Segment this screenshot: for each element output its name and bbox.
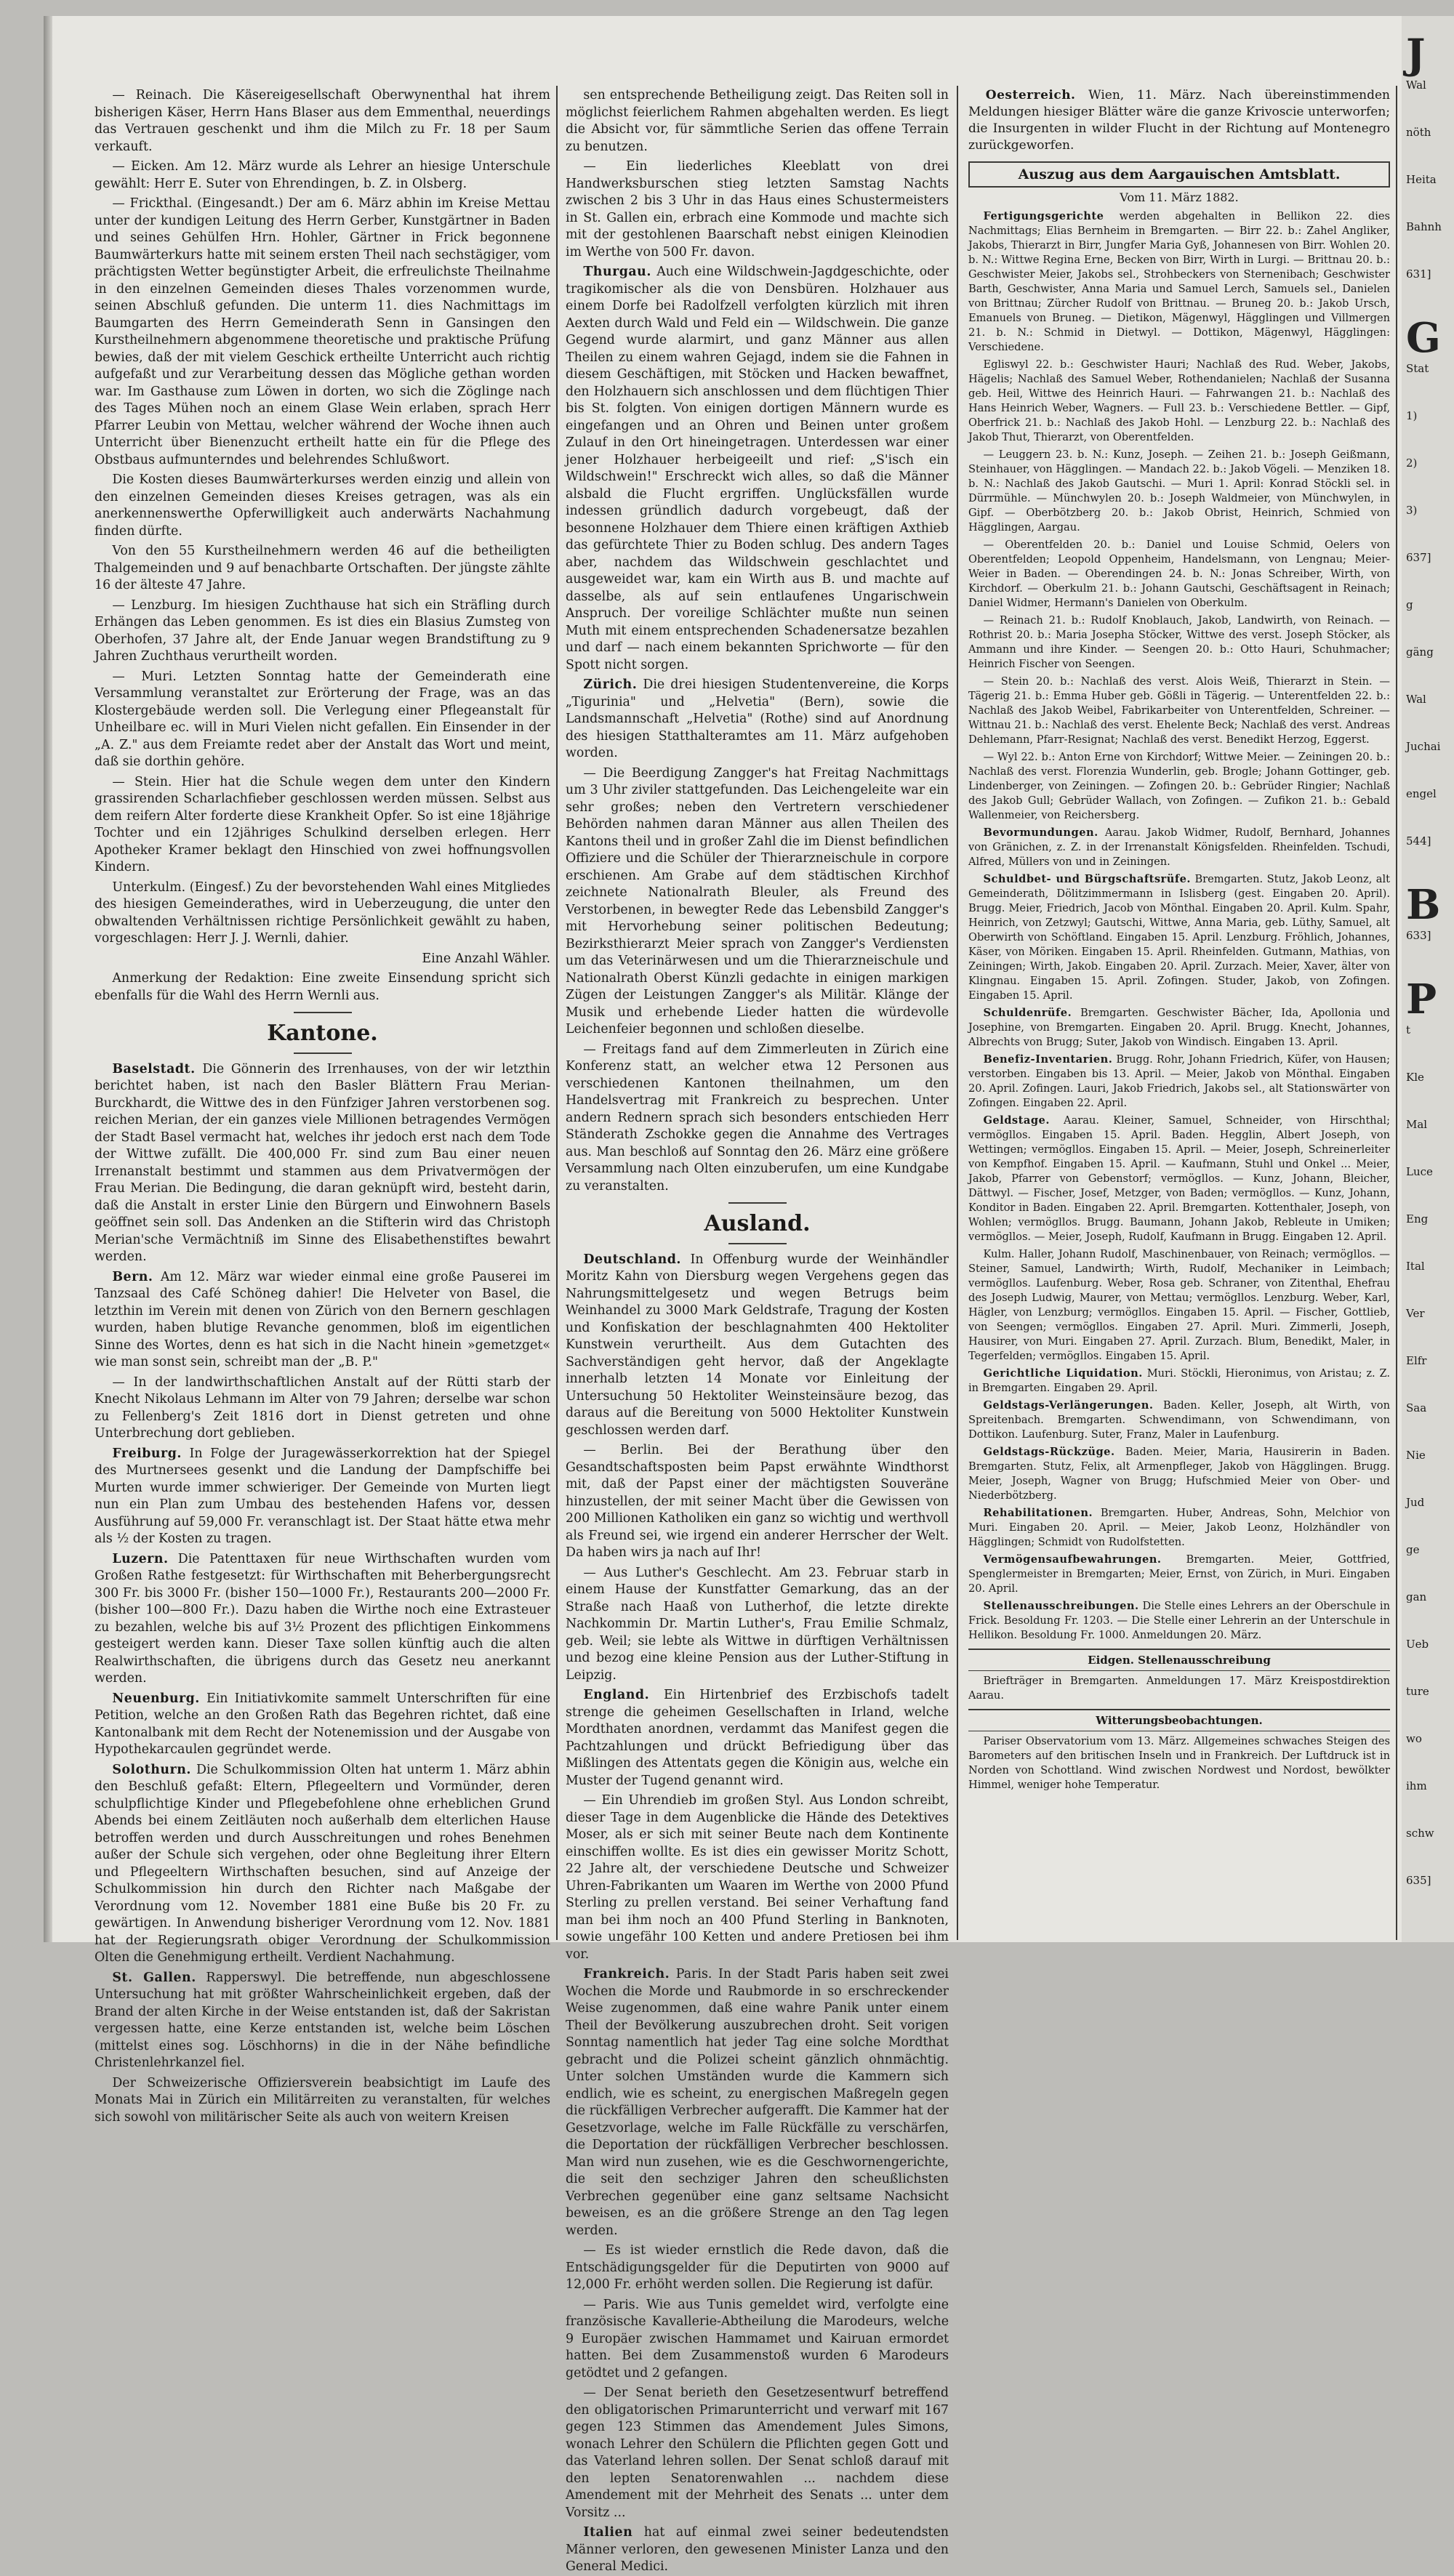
adjacent-page-fragment: gäng [1406,645,1434,659]
ausland-article [566,2524,949,2576]
page-binding-shadow [44,16,52,1942]
column-1 [95,87,551,2125]
amtsblatt-entry [968,826,1390,869]
kanton-text: Auch eine Wildschwein-Jagdgeschichte, oder tragikomischer als die von Densbüren. Holzhauer aus einem Dorfe bei Radolfzell verfolgten kürzlich mit ihren Aexten durch Wald und Feld ein — Wildschwein. Die ganze Gegend wurde alarmirt, und ganz Männer aus allen Theilen zu einem wahren Gejagd, indem sie die Fahnen in diesem Geschäftigen, mit Stöcken und Hacken bewaffnet, den Holzhauern sich anschlossen und dem flüchtigen Thier bis St. folgten. Von einigen dortigen Männern wurde es eingefangen und an Ohren und Beinen unter großem Zulauf in den Ort hineingetragen. Unterdessen war einer jener Holzhauer herbeigeeilt und rief: „S'isch ein Wildschwein!" Erschreckt wich alles, so daß die Männer alsbald die Flucht ergriffen. Unglücksfällen wurde indessen gründlich dadurch vorgebeugt, daß der besonnene Holzhauer dem Thiere einen kräftigen Axthieb das gefürchtete Thier zu Boden schlug. Des andern Tages aber, nachdem das Wildschwein geschlachtet und ausgeweidet war, kam ein Wirth aus B. und machte auf dasselbe, als auf sein entlaufenes Ungarischwein Anspruch. Der voreilige Schlächter mußte nun seinen Muth mit einem entsprechenden Schadenersatze bezahlen und darf — nach einem bekannten Sprichworte — für den Spott nicht sorgen. [566,265,949,672]
country-text: Ein Hirtenbrief des Erzbischofs tadelt strenge die geheimen Gesellschaften in Irland, welche Mordthaten anordnen, verdammt das Manifest gegen die Pachtzahlungen und drückt Befriedigung über das Mißlingen des Attentats gegen die Königin aus, welche ein Muster der Tugend genannt wird. [566,1688,949,1788]
adjacent-page-fragment: Ital [1406,1260,1425,1273]
kanton-article [95,1691,550,1759]
amtsblatt-entry-text: — Wyl 22. b.: Anton Erne von Kirchdorf; Wittwe Meier. — Zeiningen 20. b.: Nachlaß des verst. Florenzia Wunderlin, geb. Brogle; Johann Gottinger, geb. Lindenberger, von Zeiningen. — Zofingen 20. b.: Gebrüder Ringier; Nachlaß des Jakob Gull; Gebrüder Wallach, von Zofingen. — Zufikon 21. b.: Gebald Wallenmeier, von Reichersberg. [968,751,1390,821]
ausland-article [566,1687,949,1790]
adjacent-page-fragment: g [1406,598,1413,611]
eidgen-stellen-head: Eidgen. Stellenausschreibung [968,1649,1390,1671]
adjacent-page-fragment: G [1406,314,1441,362]
amtsblatt-entry [968,1599,1390,1643]
country-text: Wien, 11. März. Nach übereinstimmenden Meldungen hiesiger Blätter wäre die ganze Krivoscie unterworfen; die Insurgenten in wilder Flucht in der Richtung auf Montenegro zurückgeworfen. [968,88,1390,153]
kanton-text: — In der landwirthschaftlichen Anstalt auf der Rütti starb der Knecht Nikolaus Lehmann im Alter von 79 Jahren; derselbe war schon zu Fellenberg's Zeit 1816 dort in Dienst getreten und ohne Unterbrechung dort geblieben. [95,1374,550,1441]
country-text: — Aus Luther's Geschlecht. Am 23. Februar starb in einem Hause der Kunstfatter Gemarkung, das an der Straße nach Haaß von Lutherhof, die letzte direkte Nachkommin Dr. Martin Luther's, Frau Emilie Schmalz, geb. Weil; sie lebte als Wittwe in dürftigen Verhältnissen und bezog eine kleine Pension aus der Luther-Stiftung in Leipzig. [566,1565,949,1683]
kanton-head: Neuenburg. [112,1691,200,1706]
article-frickthal: — Frickthal. (Eingesandt.) Der am 6. März abhin im Kreise Mettau unter der kundigen Leitung des Herrn Gerber, Kunstgärtner in Baden und seines Gehülfen Hrn. Hohler, Gärtner in Frick begonnene Baumwärterkurs hatte mit seinem ersten Theil nach sechstägiger, vom prächtigsten Wetter begünstigter Arbeit, die erfreulichste Theilnahme in den einzelnen Gemeinden dieses Thales vorzenommen wurde, seinen Abschluß gefunden. Die unterm 11. dies Nachmittags im Baumgarten des Herrn Gemeinderath Senn in Gansingen den Kurstheilnehmern abgenommene theoretische und praktische Prüfung bewies, daß der mit vielem Geschick ertheilte Unterricht auch richtig aufgefaßt und zur Verarbeitung dessen das Mögliche gethan worden war. Im Gasthause zum Löwen in dorten, wo sich die Zöglinge nach des Tages Mühen noch an einem Glase Wein erlaben, sprach Herr Pfarrer Leubin von Mettau, welcher während der Woche ihnen auch Unterricht über Bienenzucht ertheilt hatte ein für die Pflege des Obstbaus aufmunterndes und belehrendes Schlußwort. [95,196,550,467]
adjacent-page-fragment: ge [1406,1543,1420,1556]
country-text: hat auf einmal zwei seiner bedeutendsten Männer verloren, den gewesenen Minister Lanza und den General Medici. [566,2525,949,2574]
adjacent-page-fragment: Ueb [1406,1638,1429,1651]
ausland-article [566,2297,949,2383]
adjacent-page-fragment: 631] [1406,267,1431,281]
adjacent-page-fragment: 2) [1406,456,1418,470]
amtsblatt-entry [968,750,1390,823]
amtsblatt-entry-text: Bremgarten. Huber, Andreas, Sohn, Melchior von Muri. Eingaben 20. April. — Meier, Jakob Leonz, Holzhändler von Hägglingen; Schmidt von Rudolfstetten. [968,1507,1390,1548]
article-oesterreich [968,87,1390,154]
amtsblatt-entry-head: Rehabilitationen. [983,1507,1093,1519]
kanton-head: Freiburg. [112,1446,182,1461]
amtsblatt-entry-head: Gerichtliche Liquidation. [983,1367,1143,1380]
amtsblatt-entry [968,209,1390,355]
adjacent-page-fragment: Bahnh [1406,220,1442,233]
editor-note: Anmerkung der Redaktion: Eine zweite Einsendung spricht sich ebenfalls für die Wahl des Herrn Wernli aus. [95,971,550,1003]
eidgen-stellen-text: Briefträger in Bremgarten. Anmeldungen 17. März Kreispostdirektion Aarau. [968,1675,1390,1702]
amtsblatt-entry [968,1367,1390,1396]
amtsblatt-date: Vom 11. März 1882. [1120,190,1239,204]
adjacent-page-fragment: ihm [1406,1779,1427,1792]
country-text: — Paris. Wie aus Tunis gemeldet wird, verfolgte eine französische Kavallerie-Abtheilung die Marodeurs, welche 9 Europäer zwischen Hammamet und Kairuan ermordet hatten. Bei dem Zusammenstoß wurden 6 Marodeurs getödtet und 2 gefangen. [566,2297,949,2380]
article-stgallen-theft: — Ein liederliches Kleeblatt von drei Handwerksburschen stieg letzten Samstag Nachts zwischen 2 bis 3 Uhr in das Haus eines Schustermeisters in St. Gallen ein, erbrach eine Kommode und machte sich mit der gestohlenen Baarschaft nebst einigen Kleinodien im Werthe von 500 Fr. davon. [566,159,949,259]
adjacent-page-fragment: t [1406,1023,1411,1037]
adjacent-page-fragment: B [1406,881,1441,929]
kanton-head: Thurgau. [583,265,651,279]
article-muri: — Muri. Letzten Sonntag hatte der Gemeinderath eine Versammlung veranstaltet zur Erörterung der Frage, was an das Klostergebäude werden soll. Die Verlegung einer Pflegeanstalt für Unheilbare ec. will in Muri Vielen nicht gefallen. Ein Einsender in der „A. Z." aus dem Freiamte redet aber der Anstalt das Wort und meint, daß sie dorthin gehöre. [95,669,550,769]
amtsblatt-entry-text: — Oberentfelden 20. b.: Daniel und Louise Schmid, Oelers von Oberentfelden; Leopold Oppenheim, Handelsmann, von Lengnau; Meier-Weier in Baden. — Oberendingen 24. b. N.: Jonas Schreiber, Wirth, von Kirchdorf. — Oberkulm 21. b.: Johann Gautschi, Geschäftsagent in Reinach; Daniel Widmer, Hermann's Danielen von Oberkulm. [968,539,1390,609]
column-3 [968,87,1390,1943]
kanton-text: Der Schweizerische Offiziersverein beabsichtigt im Laufe des Monats Mai in Zürich ein Militärreiten zu veranstalten, für welches sich sowohl von militärischer Seite als auch von weitern Kreisen [95,2075,550,2125]
kanton-article [95,1374,550,1443]
kanton-article [95,2075,550,2127]
adjacent-page-fragment: Wal [1406,693,1426,706]
country-text: — Es ist wieder ernstlich die Rede davon, daß die Entschädigungsgelder für die Deputirten von 9000 auf 12,000 Fr. erhöht werden sollen. Die Regierung ist dafür. [566,2243,949,2292]
adjacent-page-fragment: J [1406,31,1426,79]
amtsblatt-entry-text: Aarau. Jakob Widmer, Rudolf, Bernhard, Johannes von Gränichen, z. Z. in der Irrenanstalt Königsfelden. Rheinfelden. Tschudi, Alfred, Müllers von und in Zeiningen. [968,826,1391,868]
kanton-article [95,1970,550,2072]
weather-head: Witterungsbeobachtungen. [968,1709,1390,1731]
adjacent-page-fragment: P [1406,975,1437,1023]
kanton-text: Die Patenttaxen für neue Wirthschaften wurden vom Großen Rathe festgesetzt: für Wirthschaften mit Beherbergungsrecht 300 Fr. bis 3000 Fr. (bisher 150—1000 Fr.), Restaurants 200—2000 Fr. (bisher 100—800 Fr.). Dazu haben die Wirthe noch eine Extrasteuer zu bezahlen, welche bis auf 3½ Prozent des pflichtigen Einkommens gesteigert werden kann. Dieser Taxe sollen künftig auch die alten Realwirthschaften, die übrigens durch das Gesetz neu anerkannt werden. [95,1551,550,1686]
ausland-article [566,1792,949,1963]
amtsblatt-entry-text: Baden. Keller, Joseph, alt Wirth, von Spreitenbach. Bremgarten. Schwendimann, von Schwendimann, von Dottikon. Laufenburg. Suter, Franz, Maler in Laufenburg. [968,1399,1390,1441]
section-divider [294,1012,352,1013]
column-rule-1 [556,86,558,1940]
adjacent-page-fragment: Eng [1406,1212,1429,1225]
amtsblatt-entry [968,1006,1390,1050]
amtsblatt-entry-text: — Stein 20. b.: Nachlaß des verst. Alois Weiß, Thierarzt in Stein. — Tägerig 21. b.: Emma Huber geb. Gößli in Tägerig. — Unterentfelden 22. b.: Nachlaß des Jakob Weibel, Fabrikarbeiter von Unterentfelden, Schreiner. — Wittnau 21. b.: Nachlaß des verst. Ehelente Beck; Nachlaß des verst. Andreas Dehlemann, Pfarr-Resignat; Nachlaß des verst. Benedikt Herzog, Eggerst. [968,675,1390,746]
adjacent-page-fragment: Luce [1406,1165,1433,1178]
article-zangger-funeral: — Die Beerdigung Zangger's hat Freitag Nachmittags um 3 Uhr ziviler stattgefunden. Das Leichengeleite war ein sehr großes; neben den Vertretern verschiedener Behörden nahmen daran Männer aus allen Theilen des Kantons theil und in großer Zahl die im Dienst befindlichen Offiziere und die Schüler der Thierarzneischule in corpore erschienen. Am Grabe auf dem städtischen Kirchhof zeichnete Nationalrath Bleuler, als Freund des Verstorbenen, in bewegter Rede das Lebensbild Zangger's mit Hervorhebung seiner politischen Bedeutung; Bezirksthierarzt Meier sprach von Zangger's Verdiensten um das Veterinärwesen und um die Thierarzneischule und Nationalrath Oberst Künzli gedachte in einigen markigen Zügen der Leistungen Zangger's als Militär. Klänge der Musik und erhebende Lieder hatten die würdevolle Leichenfeier begonnen und schloßen dieselbe. [566,765,949,1037]
amtsblatt-entry-text: Die Stelle eines Lehrers an der Oberschule in Frick. Besoldung Fr. 1203. — Die Stelle einer Lehrerin an der Unterschule in Hellikon. Besoldung Fr. 1000. Anmeldungen 20. März. [968,1600,1390,1641]
amtsblatt-entry [968,675,1390,747]
amtsblatt-title: Auszug aus dem Aargauischen Amtsblatt. [968,161,1390,188]
kanton-article [95,1269,550,1372]
kanton-text: Die drei hiesigen Studentenvereine, die Korps „Tigurinia" und „Helvetia" (Bern), sowie die Landsmannschaft „Helvetia" (Rothe) sind auf Anordnung des hiesigen Statthalteramtes am 11. März aufgehoben worden. [566,677,949,760]
amtsblatt-entry-head: Stellenausschreibungen. [983,1600,1139,1612]
kanton-article [95,1061,550,1266]
adjacent-page-fragment: Stat [1406,362,1429,375]
article-continuation: sen entsprechende Betheiligung zeigt. Das Reiten soll in möglichst feierlichem Rahmen abgehalten werden. Es liegt die Absicht vor, für sämmtliche Serien das offene Terrain zu benutzen. [566,88,949,154]
kanton-text: Am 12. März war wieder einmal eine große Pauserei im Tanzsaal des Café Schöneg dahier! Die Helveter von Basel, die letzthin im Verein mit denen von Zürich von den Bernern geschlagen wurden, haben blutige Revanche genommen, bloß im eigentlichen Sinne des Wortes, denn es hat sich in die Nacht hinein »gemetzget« wie man sonst sein, schreibt man der „B. P." [95,1269,550,1369]
adjacent-page-fragment: Juchai [1406,740,1441,753]
kanton-head: Bern. [112,1269,153,1284]
amtsblatt-entry-text: Muri. Stöckli, Hieronimus, von Aristau; z. Z. in Bremgarten. Eingaben 29. April. [968,1367,1391,1394]
adjacent-page-fragment: Heita [1406,173,1437,186]
adjacent-page-fragment: wo [1406,1732,1422,1745]
amtsblatt-entry [968,872,1390,1003]
kanton-text: Die Gönnerin des Irrenhauses, von der wir letzthin berichtet haben, ist nach den Basler Blättern Frau Merian-Burckhardt, die Wittwe des in den Fünfziger Jahren verstorbenen sog. reichen Merian, der ein ganzes viele Millionen betragendes Vermögen der Stadt Basel vermacht hat, welches ihr jedoch erst nach dem Tode der Wittwe zufällt. Die 400,000 Fr. sind zum Bau einer neuen Irrenanstalt bestimmt und stammen aus dem Privatvermögen der Frau Merian. Die Bedingung, die daran geknüpft wird, besteht darin, daß die Anstalt in erster Linie den Bürgern und Einwohnern Basels geöffnet sein soll. Das Andenken an die Stifterin wird das Christoph Merian'sche Vermächtniß im Sinne des Elisabethenstiftes bewahrt werden. [95,1061,550,1264]
adjacent-page-fragment: Mal [1406,1118,1428,1131]
adjacent-page-fragment: Kle [1406,1071,1424,1084]
country-text: — Der Senat berieth den Gesetzesentwurf betreffend den obligatorischen Primarunterricht und verwarf mit 167 gegen 123 Stimmen das Amendement Jules Simons, wonach Lehrer den Schülern die Pflichten gegen Gott und das Vaterland lehren sollen. Der Senat schloß darauf mit den lepten Senatorenwahlen ... nachdem diese Amendement mit der Mehrheit des Senats ... unter dem Vorsitz ... [566,2386,949,2520]
section-divider [728,1243,787,1244]
adjacent-page-fragment: 1) [1406,409,1418,422]
country-text: — Ein Uhrendieb im großen Styl. Aus London schreibt, dieser Tage in dem Augenblicke die Hände des Detektives Moser, als er sich mit seiner Beute nach dem Kontinente einschiffen wollte. Es ist dies ein gewisser Moritz Schott, 22 Jahre alt, der verschiedene Deutsche und Schweizer Uhren-Fabrikanten um Waaren im Werthe von 2000 Pfund Sterling zu prellen verstand. Bei seiner Verhaftung fand man bei ihm noch an 400 Pfund Sterling in Banknoten, sowie ungefähr 100 Ketten und andere Pretiosen bei ihm vor. [566,1793,949,1962]
amtsblatt-entry [968,1052,1390,1111]
kanton-head: St. Gallen. [112,1970,196,1985]
ausland-article [566,1252,949,1440]
kanton-head: Baselstadt. [112,1061,196,1076]
weather-text: Pariser Observatorium vom 13. März. Allgemeines schwaches Steigen des Barometers auf den britischen Inseln und in Frankreich. Der Luftdruck ist in Norden von Schottland. Wind zwischen Nordwest und Nordost, bewölkter Himmel, weniger hohe Temperatur. [968,1735,1390,1791]
column-2 [566,87,949,2574]
kanton-text: Die Schulkommission Olten hat unterm 1. März abhin den Beschluß gefaßt: Eltern, Pflegeeltern und Vormünder, deren schulpflichtige Kinder und Pflegebefohlene ohne erheblichen Grund Abends bei einem Zeitläuten noch außerhalb dem elterlichen Hause betroffen werden und durch Ausschreitungen und rohes Benehmen außer der Schule sich vergehen, oder ohne Begleitung ihrer Eltern und Pflegeeltern Wirthschaften besuchen, sind auf Anzeige der Schulkommission hin durch den Richter nach Maßgabe der Verordnung vom 12. November 1881 eine Buße bis 20 Fr. zu gewärtigen. In Anwendung bisheriger Verordnung vom 12. Nov. 1881 hat der Regierungsrath obiger Verordnung der Schulkommission Olten die Genehmigung ertheilt. Verdient Nachahmung. [95,1762,550,1965]
amtsblatt-entry-text: — Reinach 21. b.: Rudolf Knoblauch, Jakob, Landwirth, von Reinach. — Rothrist 20. b.: Maria Josepha Stöcker, Wittwe des verst. Joseph Stöcker, als Ammann und ihre Kinder. — Seengen 20. b.: Otto Hauri, Schuhmacher; Heinrich Fischer von Seengen. [968,614,1390,670]
article-thurgau [566,264,949,674]
adjacent-page-fragment: schw [1406,1827,1434,1840]
amtsblatt-entries [968,209,1390,1643]
article-lenzburg: — Lenzburg. Im hiesigen Zuchthause hat sich ein Sträfling durch Erhängen das Leben genommen. Es ist dies ein Blasius Zumsteg von Oberhofen, 37 Jahre alt, der Ende Januar wegen Brandstiftung zu 9 Jahren Zuchthaus verurtheilt worden. [95,597,550,664]
amtsblatt-entry-head: Schuldbet- und Bürgschaftsrüfe. [983,873,1191,885]
adjacent-page-fragment: engel [1406,787,1437,800]
amtsblatt-entry-text: Bremgarten. Stutz, Jakob Leonz, alt Gemeinderath, Dölitzimmermann in Islisberg (gest. Eingaben 20. April). Brugg. Meier, Friedrich, Jacob von Mönthal. Eingaben 20. April. Kulm. Spahr, Heinrich, von Zetzwyl; Gautschi, Wittwe, Anna Maria, geb. Lüthy, Samuel, alt Oberwirth von Schöftland. Eingaben 15. April. Lenzburg. Fröhlich, Johannes, Käser, von Möriken. Eingaben 15. April. Rheinfelden. Gutmann, Mathias, von Zeiningen; Wirth, Jakob. Eingaben 20. April. Zurzach. Meier, Xaver, älter von Klingnau. Eingaben 15. April. Zofingen. Studer, Jakob, von Zofingen. Eingaben 15. April. [968,873,1391,1002]
adjacent-page-fragment: 544] [1406,834,1431,848]
adjacent-page-fragment: 3) [1406,504,1418,517]
article-unterkulm: Unterkulm. (Eingesf.) Zu der bevorstehenden Wahl eines Mitgliedes des hiesigen Gemeinderathes, wird in Ueberzeugung, die unter den obwaltenden Verhältnissen richtige Persönlichkeit gewählt zu haben, vorgeschlagen: Herr J. J. Wernli, dahier. [95,880,550,946]
section-divider [728,1202,787,1204]
adjacent-page-fragment: ture [1406,1685,1429,1698]
amtsblatt-entry-head: Schuldenrüfe. [983,1007,1072,1019]
ausland-article [566,1966,949,2239]
country-head: Italien [583,2525,633,2540]
amtsblatt-entry-text: Aarau. Kleiner, Samuel, Schneider, von Hirschthal; vermögllos. Eingaben 15. April. Baden. Hegglin, Albert Joseph, von Wettingen; vermögllos. Eingaben 15. April. — Meier, Joseph, Schreinerleiter von Kempfhof. Eingaben 15. April. — Kaufmann, Stuhl und Onkel ... Meier, Jakob, Pfarrer von Gebenstorf; vermögllos. — Kunz, Johann, Bleicher, Dättwyl. — Fischer, Josef, Metzger, von Baden; vermögllos. — Kunz, Johann, Konditor in Baden. Eingaben 22. April. Bremgarten. Kottenthaler, Joseph, von Wohlen; vermögllos. Brugg. Baumann, Johann Jakob, Rebleute in Umiken; vermögllos. — Meier, Joseph, Rudolf, Kaufmann in Brugg. Eingaben 12. April. [968,1114,1390,1243]
amtsblatt-entry-text: Egliswyl 22. b.: Geschwister Hauri; Nachlaß des Rud. Weber, Jakobs, Hägelis; Nachlaß des Samuel Weber, Rothendanielen; Nachlaß der Susanna geb. Heil, Wittwe des Heinrich Hauri. — Fahrwangen 21. b.: Nachlaß des Hans Heinrich Weber, Wagners. — Full 23. b.: Verschiedene Bettler. — Gipf, Oberfrick 21. b.: Nachlaß des Jakob Hohl. — Lenzburg 22. b.: Nachlaß des Jakob Thut, Thierarzt, von Oberentfelden. [968,358,1390,443]
ausland-article [566,1565,949,1685]
amtsblatt-entry [968,1553,1390,1596]
kanton-article [95,1446,550,1548]
adjacent-page-fragment: gan [1406,1590,1427,1603]
article-frickthal-participants: Von den 55 Kurstheilnehmern werden 46 auf die betheiligten Thalgemeinden und 9 auf benachbarte Ortschaften. Der jüngste zählte 16 der älteste 47 Jahre. [95,544,550,592]
kanton-head: Solothurn. [112,1762,191,1777]
article-stein: — Stein. Hier hat die Schule wegen dem unter den Kindern grassirenden Scharlachfieber geschlossen werden müssen. Selbst aus dem reifern Alter forderte diese Krankheit Opfer. So ist eine 18jährige Tochter und ein 12jähriges Schulkind derselben erlegen. Herr Apotheker Kramer beklagt den Hinschied von zwei hoffnungsvollen Kindern. [95,774,550,874]
amtsblatt-entry-head: Geldstage. [983,1114,1050,1127]
country-text: — Berlin. Bei der Berathung über den Gesandtschaftsposten beim Papst erwähnte Windthorst mit, daß der Papst einer der mächtigsten Souveräne hinzustellen, der mit seiner Macht über die Gewissen von 200 Millionen Katholiken ein ganz so wichtig und werthvoll als Freund sei, wie irgend ein anderer Herrscher der Welt. Da haben wirs ja nach auf Ihr! [566,1443,949,1560]
article-conference: — Freitags fand auf dem Zimmerleuten in Zürich eine Konferenz statt, an welcher etwa 12 Personen aus verschiedenen Kantonen theilnahmen, um den Handelsvertrag mit Frankreich zu besprechen. Unter andern Rednern sprach sich besonders entschieden Herr Ständerath Zschokke gegen die Annahme des Vertrages aus. Man beschloß auf Sonntag den 26. März eine größere Versammlung nach Olten einzuberufen, um eine Kundgabe zu veranstalten. [566,1042,949,1194]
amtsblatt-entry [968,1247,1390,1364]
section-title-ausland: Ausland. [704,1211,811,1236]
amtsblatt-entry [968,1445,1390,1503]
amtsblatt-entry-head: Benefiz-Inventarien. [983,1053,1113,1066]
section-divider [294,1052,352,1054]
section-title-kantone: Kantone. [267,1021,378,1046]
amtsblatt-entry-head: Fertigungsgerichte [983,210,1104,222]
amtsblatt-entry [968,1114,1390,1244]
amtsblatt-entry-text: Bremgarten. Geschwister Bächer, Ida, Apollonia und Josephine, von Bremgarten. Eingaben 20. April. Brugg. Knecht, Johannes, Albrechts von Brugg; Suter, Jakob von Windisch. Eingaben 13. April. [968,1007,1391,1048]
adjacent-page-fragment: 633] [1406,929,1431,942]
country-text: In Offenburg wurde der Weinhändler Moritz Kahn von Diersburg wegen Vergehens gegen das Nahrungsmittelgesetz und wegen Betrugs beim Weinhandel zu 3000 Mark Geldstrafe, Tragung der Kosten und Konfiskation der beschlagnahmten 400 Hektoliter Kunstwein verurtheilt. Aus dem Gutachten des Sachverständigen geht hervor, daß der Angeklagte innerhalb letzten 14 Monate vor Einleitung der Untersuchung 50 Hektoliter Weinsteinsäure bezog, das daraus auf die Bereitung von 5000 Hektoliter Kunstwein geschlossen werden darf. [566,1252,949,1438]
kanton-text: In Folge der Juragewässerkorrektion hat der Spiegel des Murtnersees gesenkt und die Landung der Dampfschiffe bei Murten wurde immer schwieriger. Der Gemeinde von Murten liegt nun ein Plan zum Umbau des bestehenden Hafens vor, dessen Ausführung auf 59,000 Fr. veranschlagt ist. Der Staat hätte etwa mehr als ½ der Kosten zu tragen. [95,1446,551,1546]
amtsblatt-entry-head: Vermögensaufbewahrungen. [983,1553,1162,1566]
adjacent-page-fragment: Elfr [1406,1354,1427,1367]
kanton-text: Ein Initiativkomite sammelt Unterschriften für eine Petition, welche an den Großen Rath das Begehren richtet, daß eine Kantonalbank mit dem Recht der Notenemission und der Ausgabe von Hypothekarcaulen gegründet werde. [95,1691,550,1757]
ausland-article [566,2385,949,2521]
article-reinach: — Reinach. Die Käsereigesellschaft Oberwynenthal hat ihrem bisherigen Käser, Herrn Hans Blaser aus dem Emmenthal, neuerdings das Vertrauen geschenkt und ihm die Milch zu Fr. 18 per Saum verkauft. [95,88,550,154]
kanton-head: Zürich. [583,677,638,692]
adjacent-page-fragment: nöth [1406,126,1431,139]
amtsblatt-entry [968,448,1390,535]
adjacent-page-fragment: Ver [1406,1307,1425,1320]
amtsblatt-entry-text: — Leuggern 23. b. N.: Kunz, Joseph. — Zeihen 21. b.: Joseph Geißmann, Steinhauer, von Hägglingen. — Mandach 22. b.: Jakob Vögeli. — Menziken 18. b. N.: Nachlaß des Jakob Gautschi. — Muri 1. April: Konrad Stöckli sel. in Dürrmühle. — Münchwylen 20. b.: Joseph Waldmeier, von Münchwylen, in Gipf. — Oberbötzberg 20. b.: Jakob Obrist, Heinrich, Schmied von Hägglingen, Aargau. [968,448,1390,534]
amtsblatt-entry-text: werden abgehalten in Bellikon 22. dies Nachmittags; Elias Bernheim in Bremgarten. — Birr 22. b.: Zahel Angliker, Jakobs, Thierarzt in Birr, Jungfer Maria Gyß, Johannesen von Birr. Wohlen 20. b. N.: Wittwe Regina Erne, Becken von Birr, Wirth in Lurgi. — Brittnau 20. b.: Geschwister Meier, Jakobs sel., Strohbeckers von Sternenibach; Geschwister Barth, Geschwister, Anna Maria und Samuel Lerch, Samuels sel., Danielen von Brittnau; Zürcher Rudolf von Brittnau. — Bruneg 20. b.: Jakob Ursch, Emanuels von Bruneg. — Dietikon, Mägenwyl, Hägglingen und Villmergen 21. b. N.: Schmid in Dietwyl. — Dottikon, Mägenwyl, Hägglingen: Verschiedene. [968,210,1390,353]
ausland-article [566,2242,949,2294]
amtsblatt-entry-text: Baden. Meier, Maria, Hausirerin in Baden. Bremgarten. Stutz, Felix, alt Armenpfleger, Jakob von Hägglingen. Brugg. Meier, Joseph, Wagner von Brugg; Hufschmied Meier von Ober- und Niederbötzberg. [968,1446,1391,1502]
article-frickthal-costs: Die Kosten dieses Baumwärterkurses werden einzig und allein von den einzelnen Gemeinden dieses Kreises getragen, was als ein anerkennenswerthe Opferwilligkeit auch anderwärts Nachahmung finden dürfte. [95,472,550,539]
adjacent-page-fragment: Wal [1406,79,1426,92]
amtsblatt-entry-head: Geldstags-Rückzüge. [983,1446,1115,1458]
adjacent-page-fragment: 635] [1406,1874,1431,1887]
amtsblatt-entry [968,538,1390,611]
amtsblatt-entry [968,1398,1390,1442]
amtsblatt-entry [968,613,1390,672]
adjacent-page-fragment: Jud [1406,1496,1425,1509]
amtsblatt-entry-text: Bremgarten. Meier, Gottfried, Spenglermeister in Bremgarten; Meier, Ernst, von Zürich, in Muri. Eingaben 20. April. [968,1553,1390,1595]
country-head: Oesterreich. [985,88,1076,102]
ausland-article [566,1442,949,1562]
country-head: England. [583,1688,650,1702]
adjacent-page-fragment: Saa [1406,1401,1427,1414]
country-text: Paris. In der Stadt Paris haben seit zwei Wochen die Morde und Raubmorde in so erschreckender Weise zugenommen, daß eine wahre Panik unter einem Theil der Bevölkerung auszubrechen droht. Seit vorigen Sonntag namentlich hat jeder Tag eine solche Mordthat gebracht und die Polizei scheint gänzlich ohnmächtig. Unter solchen Umständen wurde die Kammern sich endlich, wie es scheint, zu energischen Maßregeln gegen die rückfälligen Verbrecher aufgerafft. Die Kammer hat der Gesetzvorlage, welche im Falle Rückfälle zu verschärfen, die Deportation der rückfälligen Verbrecher beschlossen. Man wird nun zusehen, wie es die Geschwornengerichte, die seit den sechziger Jahren den scheußlichsten Verbrechen gegenüber eine ganz seltsame Nachsicht beweisen, es an die größere Strenge an den Tag legen werden. [566,1967,949,2238]
amtsblatt-entry-head: Bevormundungen. [983,826,1098,839]
column-rule-2 [957,86,958,1940]
article-zuerich [566,677,949,762]
kanton-article [95,1551,550,1688]
column-rule-3 [1396,86,1397,1940]
country-head: Deutschland. [583,1252,681,1267]
kanton-head: Luzern. [112,1551,169,1566]
adjacent-page-fragment: Nie [1406,1449,1426,1462]
adjacent-page-fragment: 637] [1406,551,1431,564]
amtsblatt-entry-head: Geldstags-Verlängerungen. [983,1399,1154,1412]
amtsblatt-entry [968,1506,1390,1550]
amtsblatt-entry-text: Kulm. Haller, Johann Rudolf, Maschinenbauer, von Reinach; vermögllos. — Steiner, Samuel, Landwirth; Wirth, Rudolf, Mechaniker in Leimbach; vermögllos. Laufenburg. Weber, Rosa geb. Schraner, von Zitenthal, Ehefrau des Joseph Ludwig, Maurer, von Mettau; vermögllos. Lenzburg. Weber, Karl, Hägler, von Lenzburg; vermögllos. Eingaben 15. April. — Fischer, Gottlieb, von Seengen; vermögllos. Eingaben 27. April. Muri. Zimmerli, Joseph, Hausirer, von Muri. Eingaben 27. April. Zurzach. Blum, Benedikt, Maler, in Tegerfelden; vermögllos. Eingaben 15. April. [968,1248,1390,1362]
amtsblatt-entry-text: Brugg. Rohr, Johann Friedrich, Küfer, von Hausen; verstorben. Eingaben bis 13. April. — Meier, Jakob von Mönthal. Eingaben 20. April. Zofingen. Lauri, Jakob Friedrich, Jakobs sel., alt Stationswärter von Zofingen. Eingaben 22. April. [968,1053,1390,1109]
kanton-text: Rapperswyl. Die betreffende, nun abgeschlossene Untersuchung hat mit größter Wahrscheinlichkeit ergeben, daß der Brand der alten Kirche in der Weise entstanden ist, daß der Sakristan vergessen hatte, eine Kerze entstanden ist, welche beim Löschen (mittelst eines sog. Löschhorns) in die in der Nähe befindliche Christenlehrkanzel fiel. [95,1970,550,2070]
amtsblatt-entry [968,358,1390,445]
article-eicken: — Eicken. Am 12. März wurde als Lehrer an hiesige Unterschule gewählt: Herr E. Suter von Ehrendingen, b. Z. in Olsberg. [95,159,550,191]
country-head: Frankreich. [583,1967,670,1981]
kanton-article [95,1762,550,1967]
adjacent-page-strip [1402,16,1454,1942]
signature: Eine Anzahl Wähler. [422,951,550,966]
